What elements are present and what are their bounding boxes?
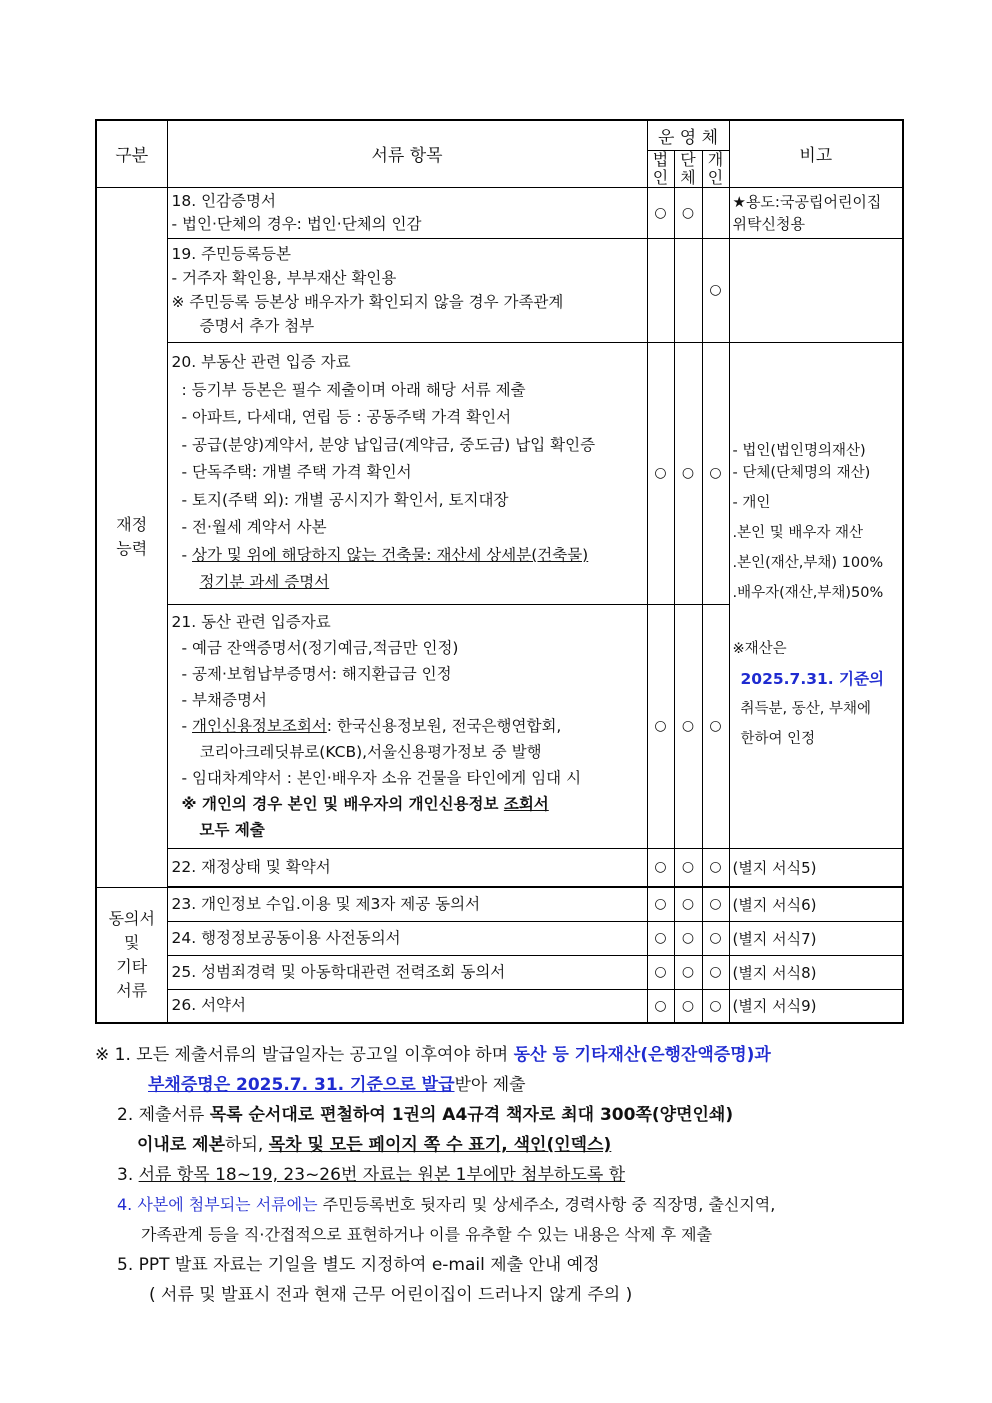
row-20-items: 20. 부동산 관련 입증 자료 : 등기부 등본은 필수 제출이며 아래 해당 서류 제출 - 아파트, 다세대, 연립 등 : 공동주택 가격 확인서 - 공급(분양)계약서, 분양 납입금(계약금, 중도금) 납입 확인증 - 단독주택: 개별 주택 가격 확인서 - 토지(주택 외): 개별 공시지가 확인서, 토지대장 - 전·월세 계약서 사본 - 상가 및 위에 해당하지 않는 건축물: 재산세 상세분(건축물) 정기분 과세 증명서 [167,342,647,604]
mark-25-indiv: ○ [702,955,729,989]
row-22-note: (별지 서식5) [729,848,903,886]
mark-24-org: ○ [674,921,702,955]
group-finance: 재정 능력 [96,187,167,887]
note-1-line-1: ※ 1. 모든 제출서류의 발급일자는 공고일 이후여야 하며 동산 등 기타재산(은행잔액증명)과 [95,1045,771,1065]
mark-25-corp: ○ [647,955,674,989]
header-items: 서류 항목 [167,120,647,187]
row-23-items: 23. 개인정보 수입.이용 및 제3자 제공 동의서 [167,887,647,921]
group-consent: 동의서 및 기타 서류 [96,887,167,1023]
row-21-items: 21. 동산 관련 입증자료 - 예금 잔액증명서(정기예금,적금만 인정) - 공제·보험납부증명서: 해지환급금 인정 - 부채증명서 - 개인신용정보조회서: 한국신용정보원, 전국은행연합회, 코리아크레딧뷰로(KCB),서울신용평가정보 중 발행 - 임대차계약서 : 본인·배우자 소유 건물을 타인에게 임대 시 ※ 개인의 경우 본인 및 배우자의 개인신용정보 조회서 모두 제출 [167,604,647,848]
row-24-note: (별지 서식7) [729,921,903,955]
row-23-note: (별지 서식6) [729,887,903,921]
header-category: 구분 [96,120,167,187]
row-24-items: 24. 행정정보공동이용 사전동의서 [167,921,647,955]
note-1-line-2: 부채증명은 2025.7. 31. 기준으로 발급받아 제출 [148,1075,526,1095]
row-20-21-note: - 법인(법인명의재산) - 단체(단체명의 재산) - 개인 .본인 및 배우자 재산 .본인(재산,부채) 100% .배우자(재산,부채)50% ※재산은 2025.7.31. 기준의 취득분, 동산, 부채에 한하여 인정 [729,342,903,848]
row-19-note [729,238,903,342]
mark-18-org: ○ [674,187,702,238]
mark-19-indiv: ○ [702,238,729,342]
mark-26-corp: ○ [647,989,674,1023]
mark-22-org: ○ [674,848,702,886]
row-25-items: 25. 성범죄경력 및 아동학대관련 전력조회 동의서 [167,955,647,989]
note-5-line-1: 5. PPT 발표 자료는 기일을 별도 지정하여 e-mail 제출 안내 예정 [117,1255,600,1275]
header-corp: 법 인 [647,150,674,187]
mark-19-corp [647,238,674,342]
note-3: 3. 서류 항목 18~19, 23~26번 자료는 원본 1부에만 첨부하도록 함 [117,1165,626,1185]
header-remarks: 비고 [729,120,903,187]
note-5-line-2: ( 서류 및 발표시 전과 현재 근무 어린이집이 드러나지 않게 주의 ) [149,1285,633,1305]
row-19-items: 19. 주민등록등본 - 거주자 확인용, 부부재산 확인용 ※ 주민등록 등본상 배우자가 확인되지 않을 경우 가족관계 증명서 추가 첨부 [167,238,647,342]
mark-21-indiv: ○ [702,604,729,848]
mark-22-corp: ○ [647,848,674,886]
row-22-items: 22. 재정상태 및 확약서 [167,848,647,886]
mark-24-indiv: ○ [702,921,729,955]
mark-18-corp: ○ [647,187,674,238]
note-4-line-2: 가족관계 등을 직·간접적으로 표현하거나 이를 유추할 수 있는 내용은 삭제 후 제출 [141,1225,713,1244]
note-4-line-1: 4. 사본에 첨부되는 서류에는 주민등록번호 뒷자리 및 상세주소, 경력사항 중 직장명, 출신지역, [117,1195,776,1214]
mark-22-indiv: ○ [702,848,729,886]
documents-table [95,119,904,1024]
header-indiv: 개 인 [702,150,729,187]
note-2-line-2: 이내로 제본하되, 목차 및 모든 페이지 쪽 수 표기, 색인(인덱스) [137,1135,612,1155]
mark-20-org: ○ [674,342,702,604]
row-25-note: (별지 서식8) [729,955,903,989]
mark-19-org [674,238,702,342]
row-26-items: 26. 서약서 [167,989,647,1023]
header-org: 단 체 [674,150,702,187]
mark-26-indiv: ○ [702,989,729,1023]
mark-23-corp: ○ [647,887,674,921]
row-18-note: ★용도:국공립어린이집 위탁신청용 [729,187,903,238]
mark-23-org: ○ [674,887,702,921]
note-2-line-1: 2. 제출서류 목록 순서대로 편철하여 1권의 A4규격 책자로 최대 300쪽(양면인쇄) [117,1105,734,1125]
row-18-items: 18. 인감증명서 - 법인·단체의 경우: 법인·단체의 인감 [167,187,647,238]
header-operator: 운 영 체 [647,120,729,150]
mark-20-corp: ○ [647,342,674,604]
mark-18-indiv [702,187,729,238]
row-26-note: (별지 서식9) [729,989,903,1023]
mark-21-org: ○ [674,604,702,848]
footnotes [95,1040,910,1310]
mark-20-indiv: ○ [702,342,729,604]
mark-25-org: ○ [674,955,702,989]
mark-26-org: ○ [674,989,702,1023]
mark-24-corp: ○ [647,921,674,955]
mark-21-corp: ○ [647,604,674,848]
mark-23-indiv: ○ [702,887,729,921]
